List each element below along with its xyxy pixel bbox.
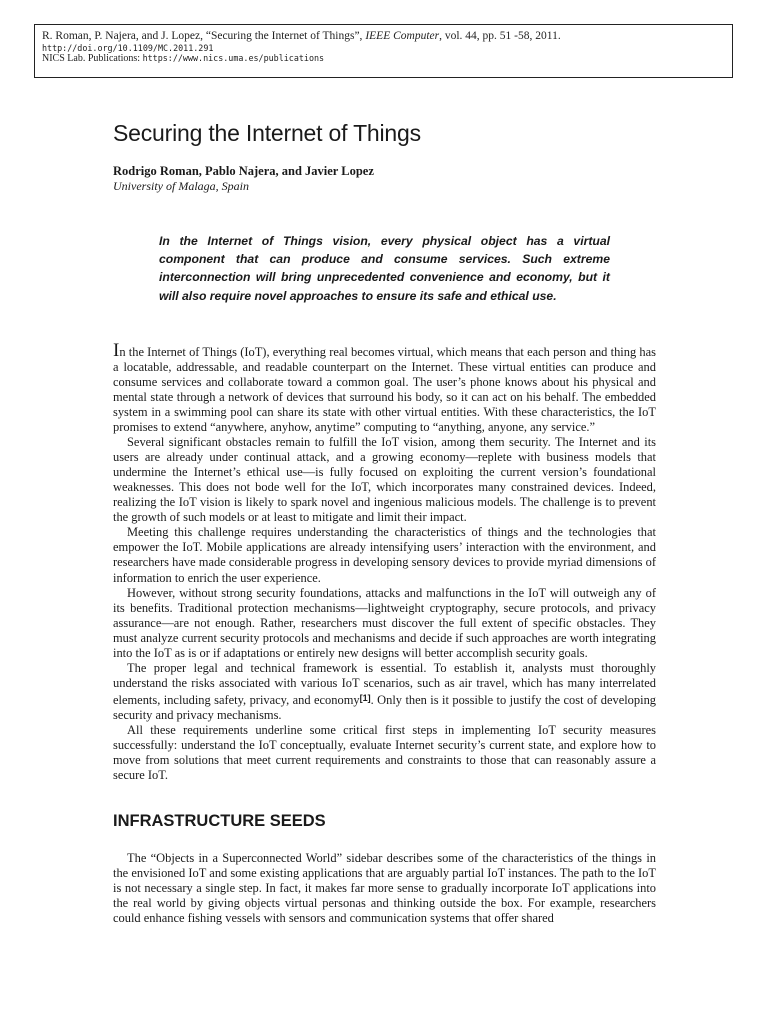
drop-cap: I (113, 339, 120, 361)
paragraph-2: Several significant obstacles remain to fulfill the IoT vision, among them security. The Internet and its users are already under continual attack, and a growing economy—replete with business models that undermine the Internet’s ethical use—is fully focused on exploiting the current version’s foundational weaknesses. This does not bode well for the IoT, which incorporates many constrained devices. Indeed, realizing the IoT vision is likely to spark novel and ingenious malicious models. The challenge is to prevent the growth of such models or at least to mitigate and limit their impact. (113, 435, 656, 525)
paragraph-5-text-b: . Only then is it possible to justify the cost of developing security and privacy mechanisms. (113, 692, 657, 722)
reference-link[interactable]: [1] (359, 692, 371, 703)
article-abstract: In the Internet of Things vision, every physical object has a virtual component that can produce and consume services. Such extreme interconnection will bring unprecedented convenience and economy, but it will also require novel approaches to ensure its safe and ethical use. (159, 234, 610, 303)
article-title: Securing the Internet of Things (113, 120, 421, 146)
paragraph-5 (113, 661, 656, 723)
citation-box (34, 24, 733, 78)
citation-journal: IEEE Computer (365, 30, 440, 42)
citation-volume-pages: , vol. 44, pp. 51 -58, 2011. (439, 30, 561, 42)
article-content (113, 118, 656, 926)
paragraph-3: Meeting this challenge requires understanding the characteristics of things and the technologies that empower the IoT. Mobile applications are already intensifying users’ interaction with the environment, and researchers have made considerable progress in developing sensory devices to provide myriad dimensions of information to enrich the user experience. (113, 525, 656, 585)
article-authors: Rodrigo Roman, Pablo Najera, and Javier Lopez (113, 164, 374, 178)
publications-url-link[interactable]: https://www.nics.uma.es/publications (142, 53, 325, 63)
section-heading: INFRASTRUCTURE SEEDS (113, 812, 326, 831)
citation-doi-link[interactable]: http://doi.org/10.1109/MC.2011.291 (42, 43, 214, 53)
paragraph-1-text: n the Internet of Things (IoT), everything real becomes virtual, which means that each person and thing has a locatable, addressable, and readable counterpart on the Internet. These virtual entities can produce and consume services and collaborate toward a common goal. The user’s phone knows about his physical and mental state through a network of devices that surround his body, so it can act on his behalf. The embedded system in a swimming pool can share its state with other virtual entities. With these characteristics, the IoT promises to extend “anywhere, anyhow, anytime” computing to “anything, anyone, any service.” (113, 344, 656, 435)
paragraph-4: However, without strong security foundations, attacks and malfunctions in the IoT will outweigh any of its benefits. Traditional protection mechanisms—lightweight cryptography, secure protocols, and privacy assurance—are not enough. Rather, researchers must discover the full extent of specific obstacles. They must analyze current security protocols and mechanisms and decide if such approaches are worth integrating into the IoT as is or if adaptations or entirely new designs will better accomplish security goals. (113, 585, 656, 660)
paragraph-5-text-a: The proper legal and technical framework is essential. To establish it, analysts must thoroughly understand the risks associated with various IoT scenarios, such as air travel, which has many interrelated elements, including safety, privacy, and economy (113, 660, 656, 707)
citation-reference (42, 30, 725, 43)
paragraph-1 (113, 339, 656, 435)
article-body (113, 339, 657, 927)
publications-label: NICS Lab. Publications: (42, 53, 143, 64)
article-affiliation: University of Malaga, Spain (113, 179, 249, 193)
paragraph-7: The “Objects in a Superconnected World” sidebar describes some of the characteristics of the things in the envisioned IoT and some existing applications that are arguably partial IoT instances. The path to the IoT is not necessary a single step. In fact, it makes far more sense to gradually incorporate IoT applications into the real world by giving objects virtual personas and thinking outside the box. For example, researchers could enhance fishing vessels with sensors and communication systems that offer shared (113, 851, 656, 926)
paragraph-6: All these requirements underline some critical first steps in implementing IoT security measures successfully: understand the IoT conceptually, evaluate Internet security’s current state, and explore how to move from solutions that meet current requirements and constraints to those that can reasonably assure a secure IoT. (113, 722, 656, 783)
citation-authors-title: R. Roman, P. Najera, and J. Lopez, “Securing the Internet of Things”, (42, 30, 366, 42)
citation-publications (42, 53, 725, 64)
